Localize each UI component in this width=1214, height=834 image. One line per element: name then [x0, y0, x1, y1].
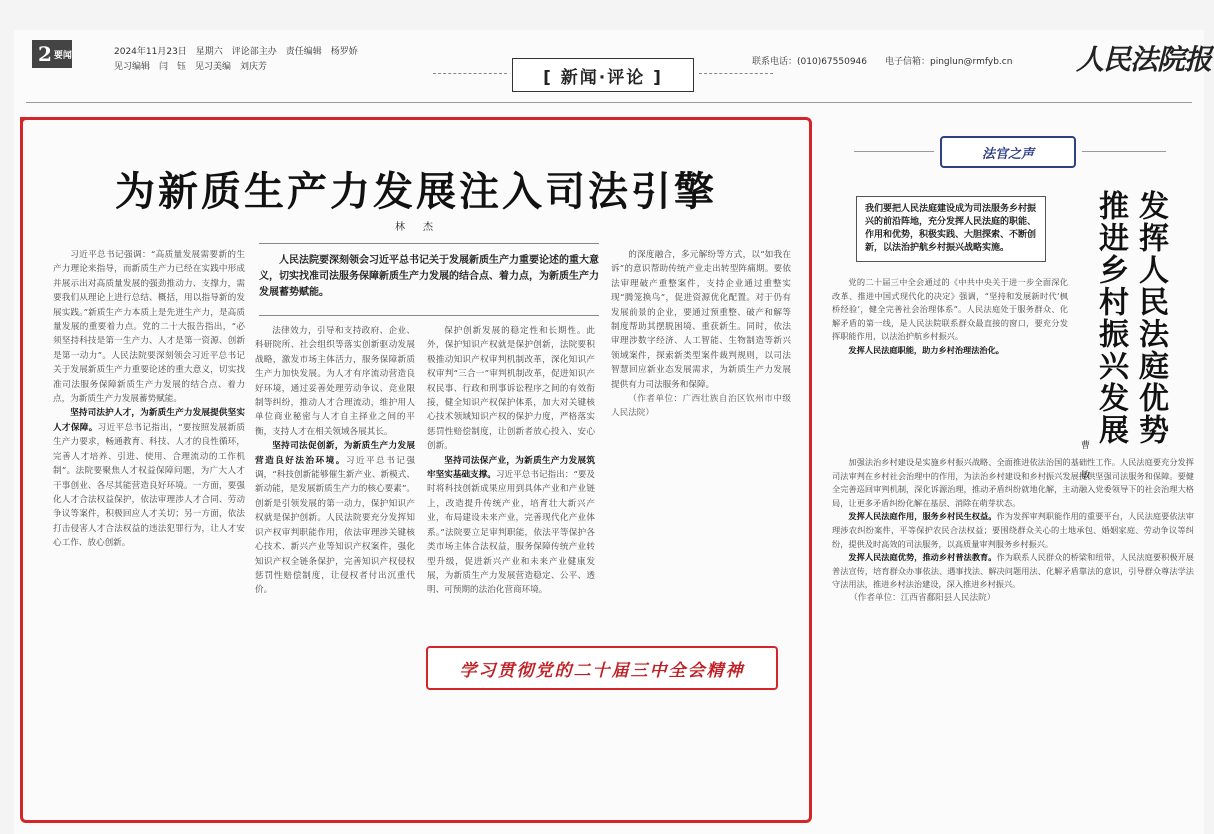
side-subhead-1: 发挥人民法庭职能，助力乡村治理法治化。 [848, 344, 1004, 355]
main-column-2 [255, 324, 415, 814]
section-label: [ 新闻·评论 ] [512, 58, 694, 92]
side-article-title [1130, 190, 1170, 446]
header-divider [26, 102, 1192, 103]
main-col1-paragraph: 习近平总书记强调：“高质量发展需要新的生产力理论来指导，而新质生产力已经在实践中形成并展示出对高质量发展的强劲推动力、支撑力，需要我们从理论上进行总结、概括，用以指导新的发展实践。”新质生产力本质上是先进生产力，是高质量发展的重要着力点。党的二十大报告指出，“必须坚持科技是第一生产力、人才是第一资源、创新是第一动力”。人民法院要深刻领会习近平总书记关于发展新质生产力重要论述的重大意义，切实找准司法服务保障新质生产力发展的结合点、着力点，为新质生产力发展蓄势赋能。 [53, 250, 245, 405]
main-col2-paragraph: 法律效力，引导和支持政府、企业、科研院所、社会组织等落实创新驱动发展战略，激发市场主体活力，服务保障新质生产力加快发展。为人才有序流动营造良好环境，通过妥善处理劳动争议、竞业限制等纠纷，推动人才合理流动，维护用人单位商业秘密与人才自主择业之间的平衡，支持人才在相关领域各展其长。 [255, 326, 415, 437]
side-paragraph-3: 作为发挥审判职能作用的重要平台，人民法庭要依法审理涉农纠纷案件，平等保护农民合法权益；要围绕群众关心的土地承包、婚姻家庭、劳动争议等纠纷，提供及时高效的司法服务，以高质量审判服务乡村振兴。 [832, 511, 1194, 549]
header-contact: 联系电话：(010)67550946 电子信箱：pinglun@rmfyb.cn [752, 57, 1013, 67]
main-article-frame [20, 117, 812, 823]
main-col4-paragraph: 的深度融合，多元解纷等方式，以“如我在诉”的意识帮助传统产业走出转型阵痛期。要依法审理破产重整案件，支持企业通过重整实现“腾笼换鸟”，促进资源优化配置。对于仍有发展前景的企业，要通过预重整、破产和解等制度帮助其摆脱困境、重获新生。同时，依法审理涉数字经济、人工智能、生物制造等新兴领域案件，探索新类型案件裁判规则，以司法智慧回应新业态发展需求，为新质生产力发展提供有力司法服务和保障。 [611, 250, 791, 390]
side-paragraph-4: 作为联系人民群众的桥梁和纽带，人民法庭要积极开展普法宣传，培育群众办事依法、遇事找法、解决问题用法、化解矛盾靠法的意识，引导群众尊法学法守法用法，推进乡村法治建设，深入推进乡村振兴。 [832, 552, 1194, 590]
main-subhead-1: 坚持司法护人才，为新质生产力发展提供坚实人才保障。 [53, 408, 245, 433]
side-paragraph-2: 加强法治乡村建设是实施乡村振兴战略、全面推进依法治国的基础性工作。人民法庭要充分发挥司法审判在乡村社会治理中的作用，为法治乡村建设和乡村振兴发展提供坚强司法服务和保障。要健全完善巡回审判机制，深化诉源治理，推动矛盾纠纷就地化解，主动融入党委领导下的社会治理大格局，让更多矛盾纠纷化解在基层、消除在萌芽状态。 [832, 457, 1194, 508]
main-column-1 [53, 248, 245, 814]
header-info-line2: 见习编辑 闫 钰 见习美编 刘庆芳 [114, 62, 268, 72]
lead-bottom-rule [259, 315, 599, 316]
side-column-top [832, 276, 1068, 456]
main-subhead-3: 坚持司法保产业，为新质生产力发展筑牢坚实基础支撑。 [427, 455, 595, 481]
frame-corner-mark [20, 117, 37, 134]
side-subhead-2: 发挥人民法庭作用，服务乡村民生权益。 [848, 511, 997, 522]
side-title-line2: 推进乡村振兴发展 [1093, 190, 1128, 446]
main-article-author: 林 杰 [395, 222, 437, 233]
side-column-bottom [832, 456, 1194, 796]
header-info-line1: 2024年11月23日 星期六 评论部主办 责任编辑 杨罗娇 [114, 47, 358, 57]
column-label-judge-voice: 法官之声 [940, 136, 1076, 168]
main-col1b-paragraph: 习近平总书记指出，“要按照发展新质生产力要求，畅通教育、科技、人才的良性循环，完善人才培养、引进、使用、合理流动的工作机制”。法院要聚焦人才权益保障问题，为广大人才干事创业、各尽其能营造良好环境。一方面，要强化人才合法权益保护，依法审理涉人才合同、劳动争议等案件，积极回应人才关切；另一方面，依法打击侵害人才合法权益的违法犯罪行为，让人才安心工作、放心创新。 [53, 422, 245, 549]
main-article-lead: 人民法院要深刻领会习近平总书记关于发展新质生产力重要论述的重大意义，切实找准司法服务保障新质生产力发展的结合点、着力点，为新质生产力发展蓄势赋能。 [259, 255, 599, 298]
main-subhead-2: 坚持司法促创新，为新质生产力发展营造良好法治环境。 [255, 441, 415, 466]
side-paragraph-1: 党的二十届三中全会通过的《中共中央关于进一步全面深化改革、推进中国式现代化的决定》强调，“坚持和发展新时代‘枫桥经验’，健全完善社会治理体系”。人民法庭处于服务群众、化解矛盾的第一线，是人民法院联系群众最直接的窗口，要充分发挥职能作用，以法治护航乡村振兴。 [832, 277, 1068, 342]
side-author-unit: （作者单位：江西省鄱阳县人民法院） [849, 592, 996, 603]
page-number: 2 要闻 [32, 40, 72, 68]
theme-banner: 学习贯彻党的二十届三中全会精神 [426, 646, 778, 690]
main-col3-paragraph: 保护创新发展的稳定性和长期性。此外，保护知识产权就是保护创新，法院要积极推动知识产权审判机制改革，深化知识产权审判“三合一”审判机制改革，促进知识产权民事、行政和刑事诉讼程序之间的有效衔接，健全知识产权保护体系，加大对关键核心技术领域知识产权的保护力度，严格落实惩罚性赔偿制度，让创新者放心投入、安心创新。 [427, 326, 595, 452]
main-author-unit: （作者单位：广西壮族自治区钦州市中级人民法院） [611, 394, 791, 419]
side-article-lead: 我们要把人民法庭建设成为司法服务乡村振兴的前沿阵地，充分发挥人民法庭的职能、作用和优势，积极实践、大胆探索、不断创新，以法治护航乡村振兴战略实施。 [856, 196, 1046, 262]
side-article-title-2 [1090, 190, 1130, 446]
side-article-author: 曹 敏 [1079, 440, 1089, 485]
main-col3b-paragraph: 习近平总书记指出：“要及时将科技创新成果应用到具体产业和产业链上，改造提升传统产业，培育壮大新兴产业，布局建设未来产业，完善现代化产业体系。”法院要立足审判职能，依法平等保护各类市场主体合法权益，服务保障传统产业转型升级，促进新兴产业和未来产业健康发展，为新质生产力发展营造稳定、公平、透明、可预期的法治化营商环境。 [427, 470, 595, 596]
side-title-line1: 发挥人民法庭优势 [1133, 190, 1168, 446]
lead-top-rule [259, 243, 599, 244]
main-article-title: 为新质生产力发展注入司法引擎 [115, 168, 717, 215]
side-subhead-3: 发挥人民法庭优势，推动乡村普法教育。 [848, 552, 997, 563]
masthead-logo: 人民法院报 [1076, 43, 1212, 76]
main-col2b-paragraph: 习近平总书记强调，“科技创新能够催生新产业、新模式、新动能，是发展新质生产力的核心要素”。创新是引领发展的第一动力，保护知识产权就是保护创新。人民法院要充分发挥知识产权审判职能作用，依法审理涉关键核心技术、新兴产业等知识产权案件，强化知识产权全链条保护，完善知识产权侵权惩罚性赔偿制度，让侵权者付出沉重代价。 [255, 455, 415, 596]
